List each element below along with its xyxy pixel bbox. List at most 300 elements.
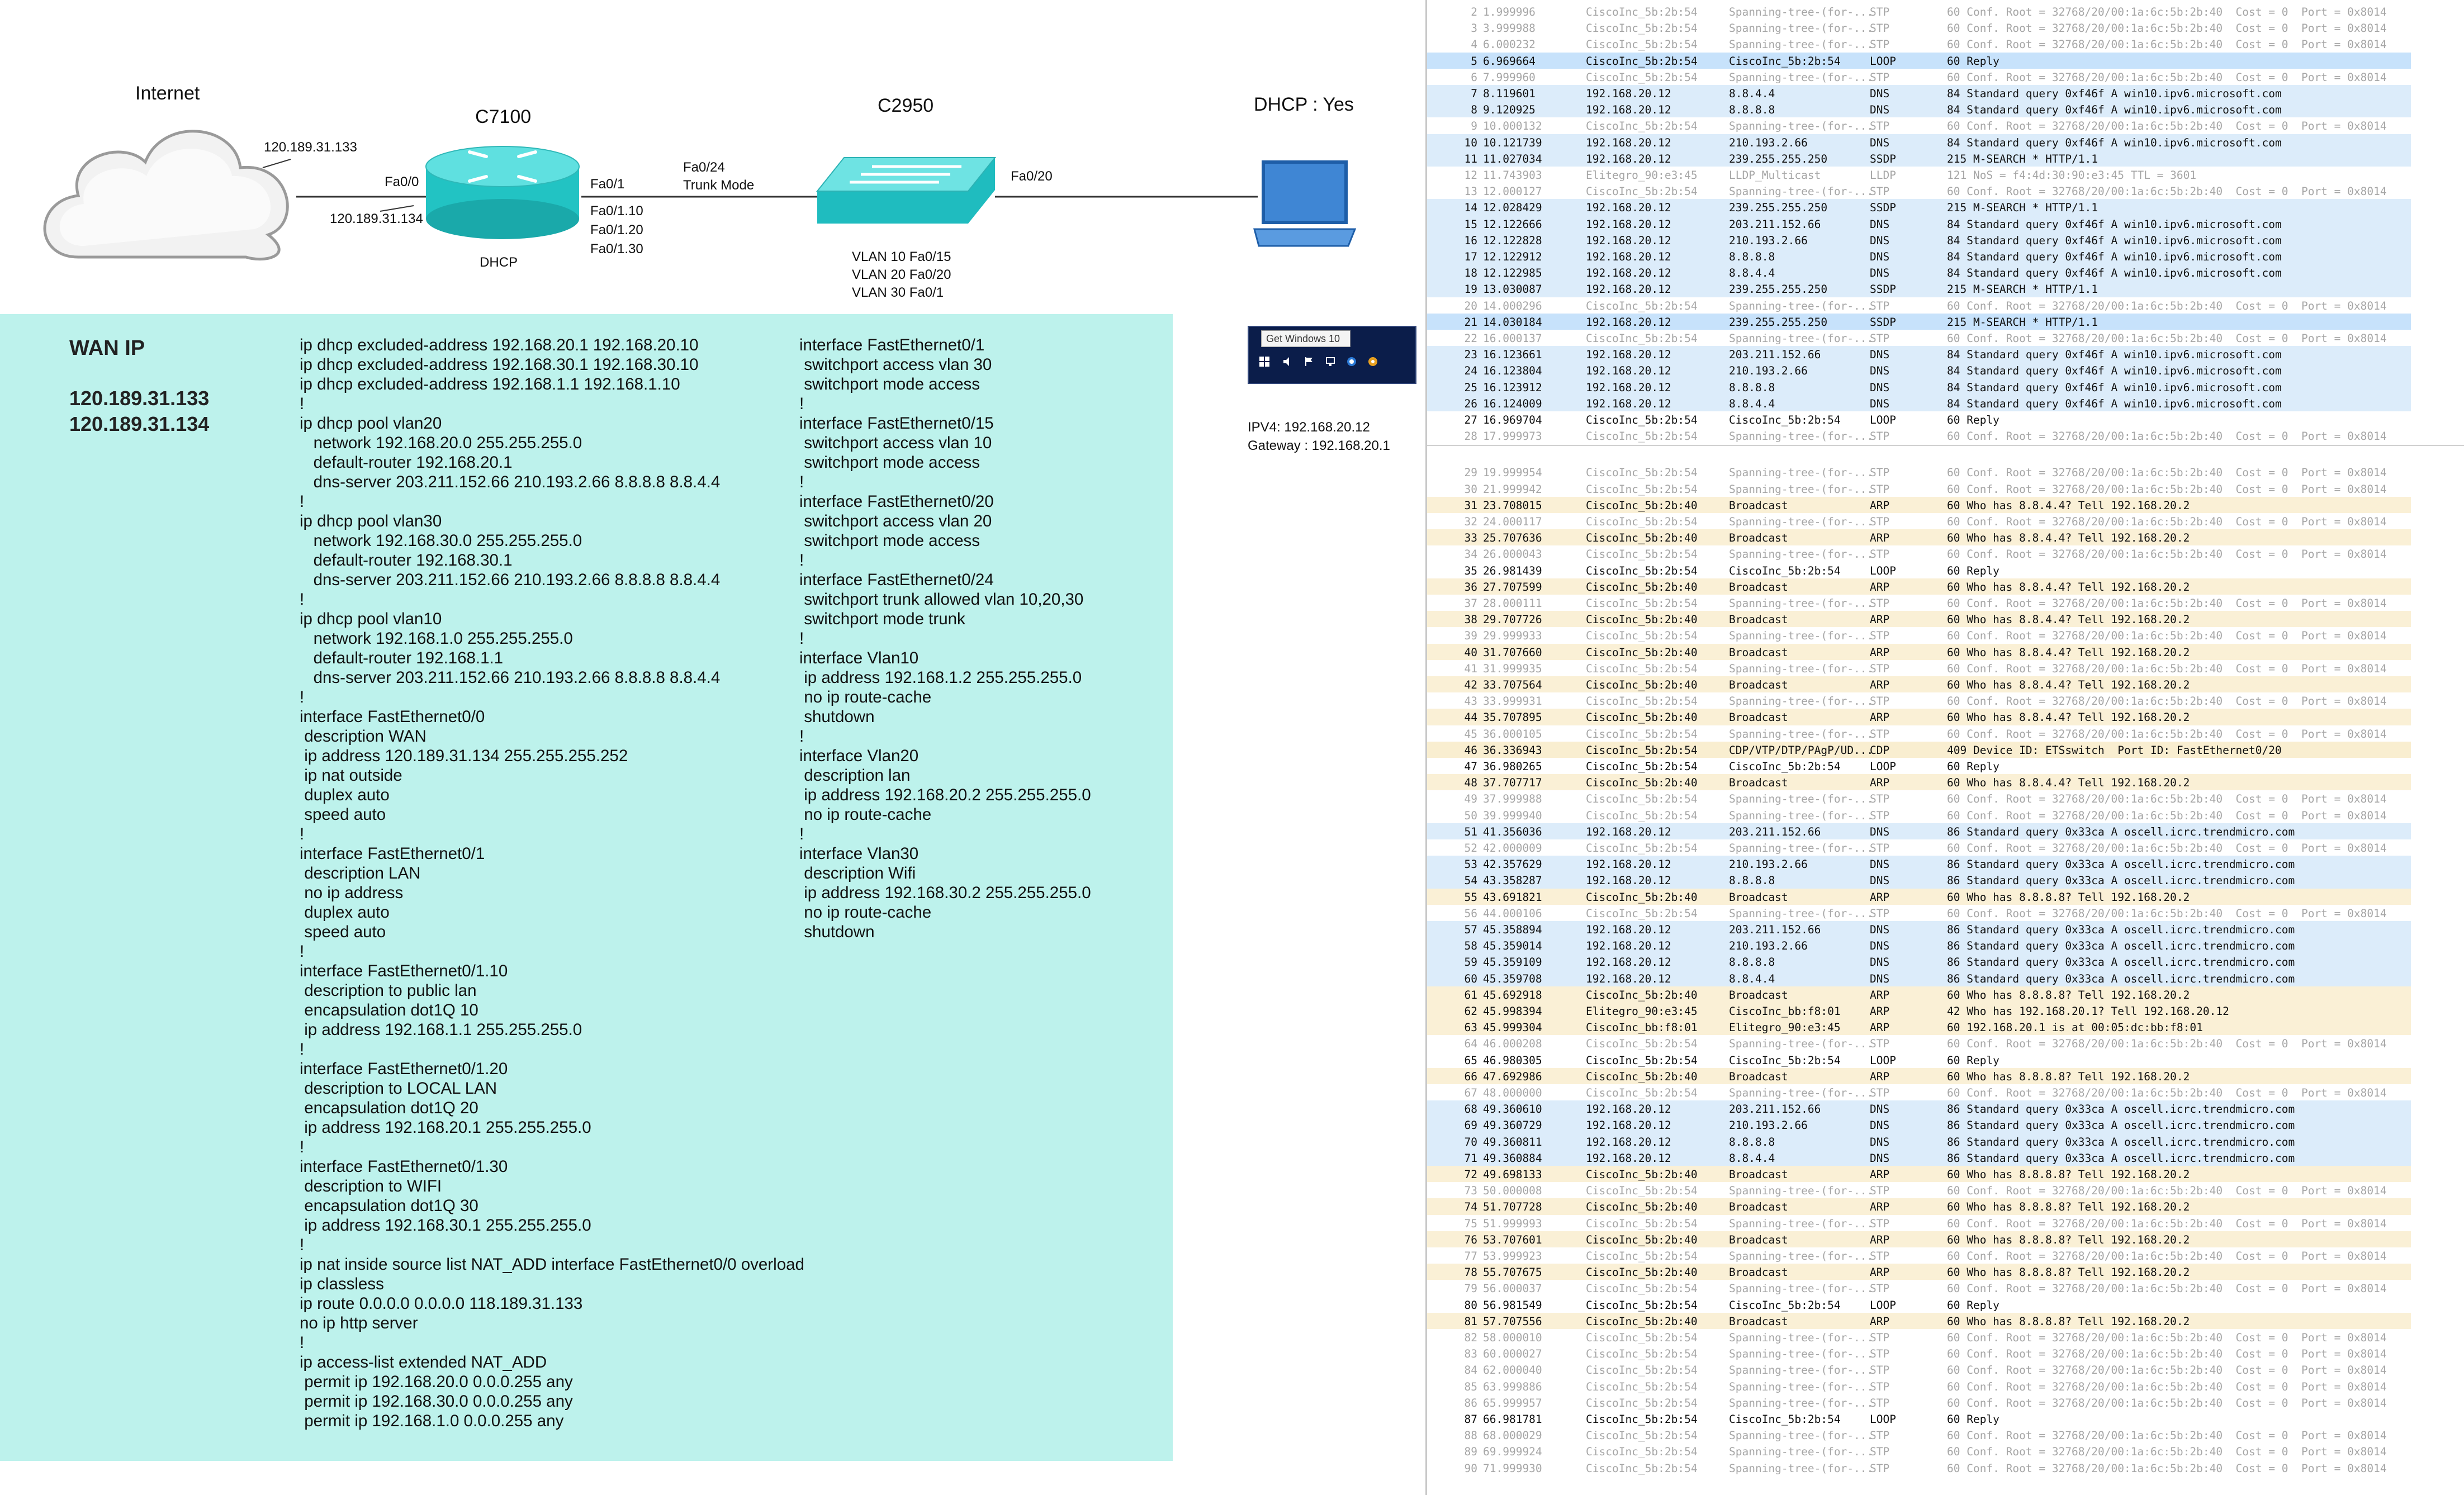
- packet-row[interactable]: [1427, 1329, 2411, 1345]
- packet-dst-cell: Spanning-tree-(for-...: [1729, 1445, 1874, 1459]
- packet-dst-cell: 210.193.2.66: [1729, 1119, 1808, 1132]
- packet-dst-cell: Spanning-tree-(for-...: [1729, 1347, 1874, 1361]
- wan-ip-1: 120.189.31.133: [69, 387, 210, 410]
- packet-proto-cell: LOOP: [1870, 54, 1896, 68]
- packet-proto-cell: STP: [1870, 38, 1890, 51]
- packet-dst-cell: 239.255.255.250: [1729, 201, 1828, 215]
- packet-src-cell: 192.168.20.12: [1586, 939, 1671, 953]
- packet-row[interactable]: [1427, 3, 2411, 20]
- packet-row[interactable]: [1427, 167, 2411, 183]
- packet-row[interactable]: [1427, 889, 2411, 905]
- packet-proto-cell: ARP: [1870, 531, 1890, 545]
- packet-src-cell: 192.168.20.12: [1586, 1119, 1671, 1132]
- packet-info-cell: 60 Conf. Root = 32768/20/00:1a:6c:5b:2b:40 Cost = 0 Port = 0x8014: [1947, 430, 2387, 443]
- packet-no-cell: 10: [1464, 136, 1477, 149]
- port-fa0110: Fa0/1.10: [590, 203, 643, 219]
- get-windows-tooltip[interactable]: Get Windows 10: [1261, 330, 1351, 347]
- packet-time-cell: 45.359014: [1483, 939, 1542, 953]
- packet-no-cell: 90: [1464, 1461, 1477, 1475]
- packet-row[interactable]: [1427, 513, 2411, 529]
- packet-dst-cell: Spanning-tree-(for-...: [1729, 299, 1874, 312]
- packet-no-cell: 38: [1464, 613, 1477, 627]
- packet-no-cell: 79: [1464, 1282, 1477, 1295]
- packet-proto-cell: DNS: [1870, 250, 1890, 263]
- packet-row[interactable]: [1427, 1427, 2411, 1443]
- packet-dst-cell: Broadcast: [1729, 1266, 1788, 1279]
- packet-info-cell: 86 Standard query 0x33ca A oscell.icrc.trendmicro.com: [1947, 1151, 2295, 1165]
- packet-row[interactable]: [1427, 725, 2411, 742]
- packet-src-cell: CiscoInc_5b:2b:54: [1586, 1413, 1698, 1426]
- packet-row[interactable]: [1427, 1100, 2411, 1117]
- packet-info-cell: 60 Who has 8.8.4.4? Tell 192.168.20.2: [1947, 646, 2190, 659]
- packet-time-cell: 48.000000: [1483, 1086, 1542, 1099]
- packet-proto-cell: DNS: [1870, 956, 1890, 969]
- packet-info-cell: 60 Who has 8.8.4.4? Tell 192.168.20.2: [1947, 678, 2190, 691]
- packet-no-cell: 32: [1464, 515, 1477, 528]
- packet-row[interactable]: [1427, 1068, 2411, 1084]
- packet-row[interactable]: [1427, 497, 2411, 513]
- packet-src-cell: CiscoInc_5b:2b:54: [1586, 414, 1698, 426]
- packet-dst-cell: Spanning-tree-(for-...: [1729, 466, 1874, 480]
- packet-dst-cell: 210.193.2.66: [1729, 364, 1808, 378]
- packet-dst-cell: Spanning-tree-(for-...: [1729, 1429, 1874, 1442]
- packet-row[interactable]: [1427, 1052, 2411, 1068]
- packet-src-cell: 192.168.20.12: [1586, 972, 1671, 985]
- switch-name: C2950: [878, 95, 934, 116]
- packet-row[interactable]: [1427, 199, 2411, 215]
- packet-info-cell: 60 Who has 8.8.4.4? Tell 192.168.20.2: [1947, 776, 2190, 790]
- packet-info-cell: 215 M-SEARCH * HTTP/1.1: [1947, 315, 2098, 329]
- packet-proto-cell: STP: [1870, 185, 1890, 198]
- packet-src-cell: Elitegro_90:e3:45: [1586, 169, 1698, 182]
- packet-time-cell: 68.000029: [1483, 1429, 1542, 1442]
- packet-row[interactable]: [1427, 232, 2411, 248]
- packet-src-cell: CiscoInc_5b:2b:54: [1586, 1086, 1698, 1099]
- packet-row[interactable]: [1427, 970, 2411, 986]
- packet-time-cell: 46.980305: [1483, 1053, 1542, 1067]
- packet-proto-cell: LOOP: [1870, 564, 1896, 577]
- packet-dst-cell: 239.255.255.250: [1729, 283, 1828, 296]
- packet-dst-cell: Broadcast: [1729, 1314, 1788, 1328]
- packet-row[interactable]: [1427, 1003, 2411, 1019]
- packet-src-cell: CiscoInc_5b:2b:54: [1586, 1298, 1698, 1312]
- packet-row[interactable]: [1427, 481, 2411, 497]
- packet-row[interactable]: [1427, 578, 2411, 595]
- packet-row[interactable]: [1427, 248, 2411, 264]
- packet-row[interactable]: [1427, 872, 2411, 888]
- packet-row[interactable]: [1427, 529, 2411, 545]
- packet-no-cell: 4: [1471, 38, 1477, 51]
- packet-time-cell: 41.356036: [1483, 825, 1542, 838]
- packet-dst-cell: 8.8.4.4: [1729, 1151, 1775, 1165]
- packet-no-cell: 57: [1464, 923, 1477, 936]
- packet-no-cell: 5: [1471, 54, 1477, 68]
- packet-row[interactable]: [1427, 1133, 2411, 1150]
- packet-row[interactable]: [1427, 264, 2411, 281]
- packet-proto-cell: STP: [1870, 1184, 1890, 1198]
- packet-no-cell: 13: [1464, 185, 1477, 198]
- packet-dst-cell: CiscoInc_5b:2b:54: [1729, 1298, 1841, 1312]
- packet-dst-cell: 210.193.2.66: [1729, 136, 1808, 149]
- packet-no-cell: 64: [1464, 1037, 1477, 1051]
- packet-row[interactable]: [1427, 1084, 2411, 1100]
- packet-no-cell: 60: [1464, 972, 1477, 985]
- packet-row[interactable]: [1427, 856, 2411, 872]
- packet-no-cell: 65: [1464, 1053, 1477, 1067]
- packet-dst-cell: 239.255.255.250: [1729, 315, 1828, 329]
- update-icon[interactable]: [1367, 356, 1378, 367]
- packet-row[interactable]: [1427, 183, 2411, 199]
- packet-src-cell: CiscoInc_5b:2b:54: [1586, 38, 1698, 51]
- packet-no-cell: 7: [1471, 87, 1477, 100]
- packet-src-cell: CiscoInc_5b:2b:54: [1586, 185, 1698, 198]
- packet-row[interactable]: [1427, 676, 2411, 692]
- packet-row[interactable]: [1427, 1231, 2411, 1247]
- packet-no-cell: 72: [1464, 1168, 1477, 1181]
- packet-row[interactable]: [1427, 545, 2411, 562]
- packet-src-cell: CiscoInc_5b:2b:54: [1586, 515, 1698, 528]
- packet-row[interactable]: [1427, 823, 2411, 839]
- packet-no-cell: 20: [1464, 299, 1477, 312]
- packet-row[interactable]: [1427, 1280, 2411, 1296]
- packet-time-cell: 11.027034: [1483, 152, 1542, 165]
- packet-no-cell: 52: [1464, 842, 1477, 855]
- windows-start-icon[interactable]: [1259, 356, 1270, 367]
- packet-row[interactable]: [1427, 216, 2411, 232]
- packet-row[interactable]: [1427, 330, 2411, 346]
- packet-time-cell: 42.357629: [1483, 858, 1542, 871]
- packet-proto-cell: STP: [1870, 22, 1890, 35]
- packet-row[interactable]: [1427, 807, 2411, 823]
- packet-time-cell: 26.000043: [1483, 548, 1542, 561]
- packet-no-cell: 47: [1464, 760, 1477, 773]
- packet-no-cell: 61: [1464, 988, 1477, 1002]
- packet-row[interactable]: [1427, 1345, 2411, 1361]
- packet-time-cell: 7.999960: [1483, 70, 1536, 84]
- packet-info-cell: 60 Conf. Root = 32768/20/00:1a:6c:5b:2b:40 Cost = 0 Port = 0x8014: [1947, 38, 2387, 51]
- packet-row[interactable]: [1427, 905, 2411, 921]
- internet-label: Internet: [135, 83, 200, 104]
- packet-info-cell: 86 Standard query 0x33ca A oscell.icrc.trendmicro.com: [1947, 956, 2295, 969]
- packet-row[interactable]: [1427, 611, 2411, 627]
- network-icon[interactable]: [1325, 356, 1336, 367]
- packet-src-cell: CiscoInc_5b:2b:54: [1586, 564, 1698, 577]
- packet-info-cell: 60 Who has 8.8.8.8? Tell 192.168.20.2: [1947, 1314, 2190, 1328]
- packet-info-cell: 60 Who has 8.8.8.8? Tell 192.168.20.2: [1947, 1168, 2190, 1181]
- packet-dst-cell: Spanning-tree-(for-...: [1729, 1331, 1874, 1344]
- packet-src-cell: CiscoInc_5b:2b:54: [1586, 662, 1698, 675]
- packet-row[interactable]: [1427, 953, 2411, 970]
- packet-no-cell: 67: [1464, 1086, 1477, 1099]
- packet-proto-cell: STP: [1870, 6, 1890, 18]
- packet-dst-cell: Broadcast: [1729, 646, 1788, 659]
- packet-src-cell: CiscoInc_5b:2b:40: [1586, 678, 1698, 691]
- packet-row[interactable]: [1427, 790, 2411, 806]
- packet-row[interactable]: [1427, 627, 2411, 643]
- security-icon[interactable]: [1346, 356, 1357, 367]
- packet-proto-cell: ARP: [1870, 678, 1890, 691]
- packet-row[interactable]: [1427, 1313, 2411, 1329]
- packet-row[interactable]: [1427, 692, 2411, 709]
- packet-row[interactable]: [1427, 742, 2411, 758]
- packet-src-cell: CiscoInc_5b:2b:54: [1586, 760, 1698, 773]
- packet-no-cell: 42: [1464, 678, 1477, 691]
- packet-no-cell: 22: [1464, 332, 1477, 345]
- packet-row[interactable]: [1427, 1215, 2411, 1231]
- packet-row[interactable]: [1427, 117, 2411, 134]
- packet-row[interactable]: [1427, 150, 2411, 167]
- packet-src-cell: CiscoInc_5b:2b:54: [1586, 1250, 1698, 1263]
- packet-row[interactable]: [1427, 1378, 2411, 1394]
- packet-proto-cell: STP: [1870, 597, 1890, 610]
- packet-info-cell: 60 Conf. Root = 32768/20/00:1a:6c:5b:2b:40 Cost = 0 Port = 0x8014: [1947, 727, 2387, 741]
- packet-row[interactable]: [1427, 20, 2411, 36]
- packet-row[interactable]: [1427, 101, 2411, 117]
- ip-label-133: 120.189.31.133: [264, 140, 357, 155]
- packet-row[interactable]: [1427, 921, 2411, 937]
- packet-info-cell: 60 Reply: [1947, 54, 1999, 68]
- packet-row[interactable]: [1427, 1394, 2411, 1411]
- packet-info-cell: 60 Conf. Root = 32768/20/00:1a:6c:5b:2b:40 Cost = 0 Port = 0x8014: [1947, 548, 2387, 561]
- packet-row[interactable]: [1427, 709, 2411, 725]
- packet-no-cell: 62: [1464, 1005, 1477, 1018]
- packet-proto-cell: DNS: [1870, 972, 1890, 985]
- packet-dst-cell: Spanning-tree-(for-...: [1729, 548, 1874, 561]
- port-fa020: Fa0/20: [1011, 169, 1053, 184]
- packet-row[interactable]: [1427, 1150, 2411, 1166]
- packet-no-cell: 39: [1464, 629, 1477, 643]
- packet-proto-cell: STP: [1870, 482, 1890, 496]
- packet-row[interactable]: [1427, 428, 2411, 444]
- packet-row[interactable]: [1427, 1247, 2411, 1264]
- packet-proto-cell: STP: [1870, 1331, 1890, 1344]
- packet-row[interactable]: [1427, 1297, 2411, 1313]
- packet-info-cell: 86 Standard query 0x33ca A oscell.icrc.trendmicro.com: [1947, 923, 2295, 936]
- packet-dst-cell: Spanning-tree-(for-...: [1729, 22, 1874, 35]
- packet-src-cell: CiscoInc_5b:2b:54: [1586, 6, 1698, 18]
- packet-dst-cell: Broadcast: [1729, 1233, 1788, 1246]
- packet-info-cell: 60 Conf. Root = 32768/20/00:1a:6c:5b:2b:40 Cost = 0 Port = 0x8014: [1947, 1364, 2387, 1377]
- packet-proto-cell: DNS: [1870, 939, 1890, 953]
- packet-no-cell: 31: [1464, 499, 1477, 512]
- packet-row[interactable]: [1427, 937, 2411, 953]
- packet-info-cell: 86 Standard query 0x33ca A oscell.icrc.trendmicro.com: [1947, 972, 2295, 985]
- packet-time-cell: 16.123661: [1483, 348, 1542, 362]
- packet-row[interactable]: [1427, 595, 2411, 611]
- packet-dst-cell: Spanning-tree-(for-...: [1729, 332, 1874, 345]
- packet-row[interactable]: [1427, 774, 2411, 790]
- port-fa0130: Fa0/1.30: [590, 241, 643, 257]
- packet-info-cell: 60 Who has 8.8.8.8? Tell 192.168.20.2: [1947, 890, 2190, 904]
- packet-row[interactable]: [1427, 986, 2411, 1003]
- packet-row[interactable]: [1427, 758, 2411, 774]
- packet-row[interactable]: [1427, 1198, 2411, 1214]
- packet-dst-cell: CiscoInc_5b:2b:54: [1729, 54, 1841, 68]
- packet-info-cell: 60 Conf. Root = 32768/20/00:1a:6c:5b:2b:40 Cost = 0 Port = 0x8014: [1947, 629, 2387, 643]
- packet-row[interactable]: [1427, 297, 2411, 314]
- packet-no-cell: 58: [1464, 939, 1477, 953]
- packet-src-cell: CiscoInc_5b:2b:54: [1586, 1380, 1698, 1393]
- packet-row[interactable]: [1427, 314, 2411, 330]
- packet-time-cell: 33.999931: [1483, 695, 1542, 708]
- packet-no-cell: 6: [1471, 70, 1477, 84]
- speaker-icon[interactable]: [1282, 356, 1293, 367]
- packet-dst-cell: 8.8.4.4: [1729, 87, 1775, 100]
- packet-time-cell: 31.999935: [1483, 662, 1542, 675]
- packet-info-cell: 60 Conf. Root = 32768/20/00:1a:6c:5b:2b:40 Cost = 0 Port = 0x8014: [1947, 332, 2387, 345]
- packet-time-cell: 12.028429: [1483, 201, 1542, 215]
- packet-no-cell: 9: [1471, 120, 1477, 133]
- packet-row[interactable]: [1427, 1443, 2411, 1459]
- packet-time-cell: 56.981549: [1483, 1298, 1542, 1312]
- packet-no-cell: 88: [1464, 1429, 1477, 1442]
- packet-info-cell: 60 Who has 8.8.8.8? Tell 192.168.20.2: [1947, 988, 2190, 1002]
- packet-src-cell: 192.168.20.12: [1586, 267, 1671, 280]
- packet-row[interactable]: [1427, 1117, 2411, 1133]
- packet-dst-cell: Spanning-tree-(for-...: [1729, 842, 1874, 855]
- packet-dst-cell: Spanning-tree-(for-...: [1729, 6, 1874, 18]
- packet-row[interactable]: [1427, 134, 2411, 150]
- pc-dhcp-label: DHCP : Yes: [1254, 94, 1354, 115]
- router-dhcp-label: DHCP: [480, 255, 518, 270]
- packet-proto-cell: ARP: [1870, 776, 1890, 790]
- packet-row[interactable]: [1427, 1035, 2411, 1051]
- packet-no-cell: 49: [1464, 792, 1477, 806]
- packet-no-cell: 2: [1471, 6, 1477, 18]
- packet-src-cell: CiscoInc_5b:2b:54: [1586, 792, 1698, 806]
- packet-info-cell: 60 Who has 8.8.4.4? Tell 192.168.20.2: [1947, 711, 2190, 724]
- packet-time-cell: 42.000009: [1483, 842, 1542, 855]
- packet-src-cell: Elitegro_90:e3:45: [1586, 1005, 1698, 1018]
- packet-info-cell: 60 Who has 8.8.4.4? Tell 192.168.20.2: [1947, 531, 2190, 545]
- packet-src-cell: 192.168.20.12: [1586, 1135, 1671, 1148]
- packet-proto-cell: STP: [1870, 1250, 1890, 1263]
- packet-proto-cell: SSDP: [1870, 201, 1896, 215]
- packet-row[interactable]: [1427, 281, 2411, 297]
- packet-row[interactable]: [1427, 839, 2411, 856]
- packet-proto-cell: STP: [1870, 662, 1890, 675]
- host-info: [1248, 418, 1390, 455]
- packet-proto-cell: DNS: [1870, 874, 1890, 887]
- packet-no-cell: 50: [1464, 809, 1477, 822]
- packet-dst-cell: 203.211.152.66: [1729, 923, 1821, 936]
- packet-no-cell: 81: [1464, 1314, 1477, 1328]
- packet-row[interactable]: [1427, 660, 2411, 676]
- packet-src-cell: CiscoInc_5b:2b:54: [1586, 695, 1698, 708]
- packet-src-cell: CiscoInc_5b:2b:40: [1586, 776, 1698, 790]
- packet-time-cell: 13.030087: [1483, 283, 1542, 296]
- flag-icon[interactable]: [1304, 356, 1315, 367]
- packet-no-cell: 43: [1464, 695, 1477, 708]
- packet-time-cell: 29.707726: [1483, 613, 1542, 627]
- packet-row[interactable]: [1427, 379, 2411, 395]
- packet-proto-cell: ARP: [1870, 646, 1890, 659]
- packet-row[interactable]: [1427, 1411, 2411, 1427]
- packet-proto-cell: STP: [1870, 70, 1890, 84]
- packet-src-cell: CiscoInc_5b:2b:54: [1586, 1396, 1698, 1409]
- packet-no-cell: 85: [1464, 1380, 1477, 1393]
- packet-no-cell: 89: [1464, 1445, 1477, 1459]
- packet-no-cell: 34: [1464, 548, 1477, 561]
- packet-time-cell: 56.000037: [1483, 1282, 1542, 1295]
- packet-dst-cell: Spanning-tree-(for-...: [1729, 185, 1874, 198]
- packet-proto-cell: STP: [1870, 1445, 1890, 1459]
- packet-row[interactable]: [1427, 644, 2411, 660]
- packet-dst-cell: Broadcast: [1729, 1168, 1788, 1181]
- packet-row[interactable]: [1427, 69, 2411, 85]
- packet-row[interactable]: [1427, 1264, 2411, 1280]
- packet-row[interactable]: [1427, 1019, 2411, 1035]
- host-gateway: Gateway : 192.168.20.1: [1248, 438, 1390, 453]
- packet-dst-cell: 203.211.152.66: [1729, 825, 1821, 838]
- wan-ip-block: [69, 335, 209, 437]
- packet-time-cell: 45.998394: [1483, 1005, 1542, 1018]
- packet-no-cell: 35: [1464, 564, 1477, 577]
- capture-seam: [1427, 445, 2464, 453]
- packet-info-cell: 60 Conf. Root = 32768/20/00:1a:6c:5b:2b:40 Cost = 0 Port = 0x8014: [1947, 70, 2387, 84]
- packet-row[interactable]: [1427, 562, 2411, 578]
- packet-no-cell: 51: [1464, 825, 1477, 838]
- packet-row[interactable]: [1427, 1166, 2411, 1182]
- packet-src-cell: CiscoInc_5b:2b:40: [1586, 499, 1698, 512]
- packet-row[interactable]: [1427, 1361, 2411, 1378]
- packet-src-cell: 192.168.20.12: [1586, 234, 1671, 247]
- packet-proto-cell: ARP: [1870, 499, 1890, 512]
- packet-row[interactable]: [1427, 1182, 2411, 1198]
- packet-src-cell: 192.168.20.12: [1586, 956, 1671, 969]
- packet-src-cell: CiscoInc_5b:2b:54: [1586, 1282, 1698, 1295]
- packet-proto-cell: LOOP: [1870, 1298, 1896, 1312]
- packet-info-cell: 60 Conf. Root = 32768/20/00:1a:6c:5b:2b:40 Cost = 0 Port = 0x8014: [1947, 907, 2387, 920]
- packet-row[interactable]: [1427, 346, 2411, 362]
- packet-proto-cell: STP: [1870, 695, 1890, 708]
- packet-list[interactable]: [1425, 0, 2464, 1495]
- packet-row[interactable]: [1427, 464, 2411, 480]
- packet-row[interactable]: [1427, 362, 2411, 378]
- packet-info-cell: 121 NoS = f4:4d:30:90:e3:45 TTL = 3601: [1947, 169, 2197, 182]
- packet-time-cell: 47.692986: [1483, 1070, 1542, 1083]
- packet-dst-cell: Spanning-tree-(for-...: [1729, 1380, 1874, 1393]
- packet-dst-cell: CiscoInc_5b:2b:54: [1729, 760, 1841, 773]
- packet-src-cell: CiscoInc_5b:2b:54: [1586, 299, 1698, 312]
- packet-time-cell: 43.358287: [1483, 874, 1542, 887]
- packet-time-cell: 16.123912: [1483, 381, 1542, 394]
- switch-config-text: interface FastEthernet0/1 switchport access vlan 30 switchport mode access ! interface FastEthernet0/15 switchport access vlan 10 switchport mode access ! interface FastEthernet0/20 switchport access vlan 20 switchport mode access ! interface FastEthernet0/24 switchport trunk allowed vlan 10,20,30 switchport mode trunk ! interface Vlan10 ip address 192.168.1.2 255.255.255.0 no ip route-cache shutdown ! interface Vlan20 description lan ip address 192.168.20.2 255.255.255.0 no ip route-cache ! interface Vlan30 description Wifi ip address 192.168.30.2 255.255.255.0 no ip route-cache shutdown: [799, 336, 1091, 941]
- packet-src-cell: 192.168.20.12: [1586, 858, 1671, 871]
- packet-row[interactable]: [1427, 395, 2411, 411]
- trunk-mode-label: Trunk Mode: [683, 178, 755, 193]
- packet-row[interactable]: [1427, 53, 2411, 69]
- packet-row[interactable]: [1427, 85, 2411, 101]
- packet-row[interactable]: [1427, 36, 2411, 52]
- packet-info-cell: 60 Conf. Root = 32768/20/00:1a:6c:5b:2b:40 Cost = 0 Port = 0x8014: [1947, 1347, 2387, 1361]
- packet-no-cell: 63: [1464, 1021, 1477, 1034]
- packet-info-cell: 84 Standard query 0xf46f A win10.ipv6.microsoft.com: [1947, 87, 2282, 100]
- packet-info-cell: 60 Reply: [1947, 1298, 1999, 1312]
- packet-proto-cell: STP: [1870, 1364, 1890, 1377]
- packet-row[interactable]: [1427, 411, 2411, 428]
- packet-dst-cell: Spanning-tree-(for-...: [1729, 482, 1874, 496]
- topology-drawing: [0, 0, 1414, 313]
- packet-src-cell: 192.168.20.12: [1586, 1151, 1671, 1165]
- packet-dst-cell: 8.8.4.4: [1729, 397, 1775, 410]
- packet-dst-cell: CiscoInc_5b:2b:54: [1729, 564, 1841, 577]
- packet-row[interactable]: [1427, 1460, 2411, 1476]
- packet-src-cell: CiscoInc_5b:2b:54: [1586, 1037, 1698, 1051]
- packet-dst-cell: Spanning-tree-(for-...: [1729, 1184, 1874, 1198]
- packet-proto-cell: STP: [1870, 1461, 1890, 1475]
- packet-time-cell: 19.999954: [1483, 466, 1542, 480]
